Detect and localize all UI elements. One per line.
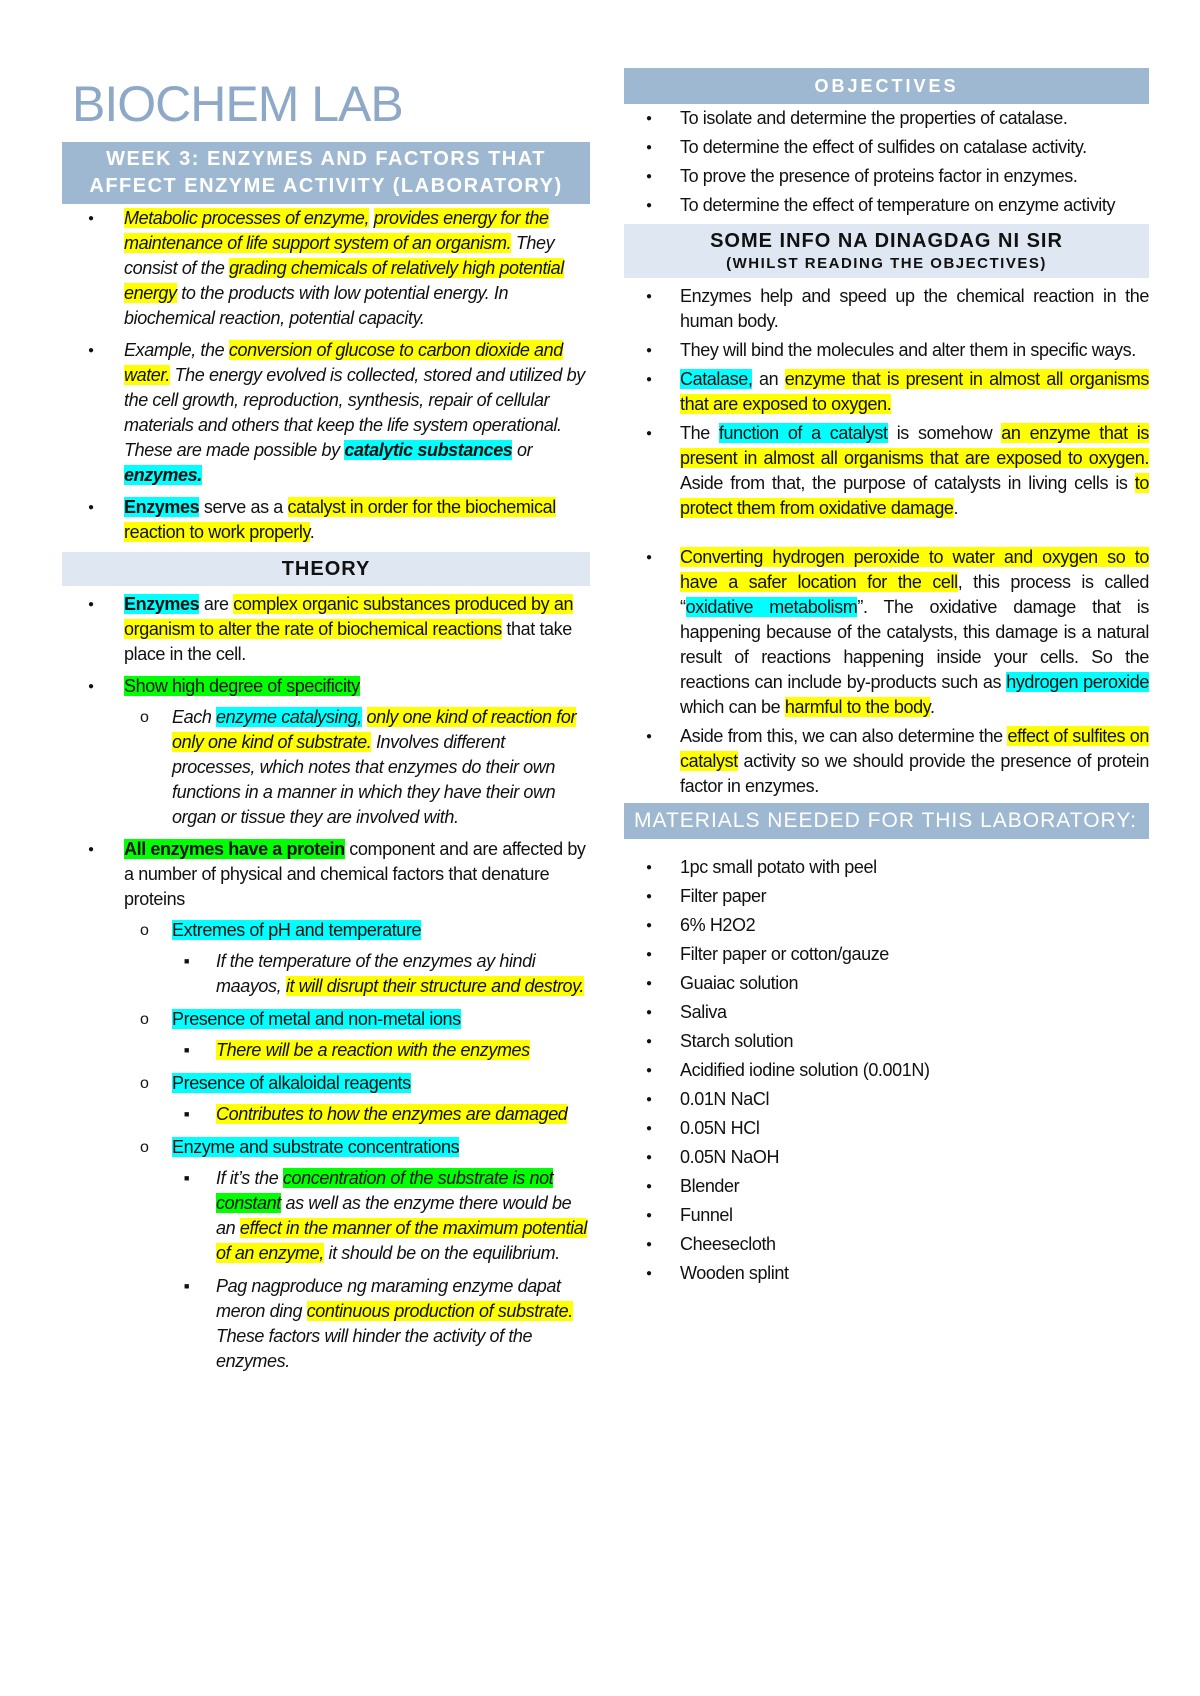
list-item: ● They will bind the molecules and alter them in specific ways. [624, 338, 1149, 363]
materials-list [624, 855, 1149, 1286]
list-item: ● Filter paper or cotton/gauze [624, 942, 1149, 967]
theory-list [62, 592, 590, 1374]
list-item: ● Aside from this, we can also determine the effect of sulfites on catalyst activity so we should provide the presence of protein factor in enzymes. [624, 724, 1149, 799]
list-item: o Each enzyme catalysing, only one kind of reaction for only one kind of substrate. Involves different processes, which notes that enzymes do their own functions in a manner in which they have their own organ or tissue they are involved with. [124, 705, 590, 830]
list-item: ● The function of a catalyst is somehow an enzyme that is present in almost all organisms that are exposed to oxygen. Aside from that, the purpose of catalysts in living cells is to protect them from oxidative damage. [624, 421, 1149, 521]
list-item: ● Acidified iodine solution (0.001N) [624, 1058, 1149, 1083]
list-item: ● Show high degree of specificity o Each enzyme catalysing, only one kind of reaction for only one kind of substrate. Involves different processes, which notes that enzymes do their own functions in a manner in which they have their own organ or tissue they are involved with. [62, 674, 590, 830]
list-item: o Presence of metal and non-metal ions ■ There will be a reaction with the enzymes [124, 1007, 590, 1063]
info-subtitle: (WHILST READING THE OBJECTIVES) [726, 255, 1047, 272]
list-item: ● Enzymes help and speed up the chemical reaction in the human body. [624, 284, 1149, 334]
list-item: ● To isolate and determine the properties of catalase. [624, 106, 1149, 131]
list-item: ● Metabolic processes of enzyme, provides energy for the maintenance of life support system of an organism. They consist of the grading chemicals of relatively high potential energy to the products with low potential energy. In biochemical reaction, potential capacity. [62, 206, 590, 331]
list-item: o Enzyme and substrate concentrations ■ If it’s the concentration of the substrate is not constant as well as the enzyme there would be an effect in the manner of the maximum potential of an enzyme, it should be on the equilibrium. ■ Pag nagproduce ng maraming enzyme dapat meron ding continuous production of substrate. These factors will hinder the activity of the enzymes. [124, 1135, 590, 1374]
list-item: ● Filter paper [624, 884, 1149, 909]
list-item: ● Saliva [624, 1000, 1149, 1025]
info-header [624, 224, 1149, 278]
list-item: o Extremes of pH and temperature ■ If the temperature of the enzymes ay hindi maayos, it will disrupt their structure and destroy. [124, 918, 590, 999]
list-item: ● Wooden splint [624, 1261, 1149, 1286]
intro-list [62, 206, 590, 545]
list-item: ● Enzymes serve as a catalyst in order for the biochemical reaction to work properly. [62, 495, 590, 545]
list-item: ● Cheesecloth [624, 1232, 1149, 1257]
list-item: ● To prove the presence of proteins factor in enzymes. [624, 164, 1149, 189]
materials-header: MATERIALS NEEDED FOR THIS LABORATORY: [624, 803, 1149, 839]
list-item: ■ Contributes to how the enzymes are damaged [172, 1102, 590, 1127]
list-item: ● To determine the effect of temperature on enzyme activity [624, 193, 1149, 218]
list-item: ● 1pc small potato with peel [624, 855, 1149, 880]
list-item: ● 0.01N NaCl [624, 1087, 1149, 1112]
list-item: o Presence of alkaloidal reagents ■ Contributes to how the enzymes are damaged [124, 1071, 590, 1127]
right-column [624, 68, 1149, 1290]
info-list [624, 284, 1149, 799]
week-header: WEEK 3: ENZYMES AND FACTORS THAT AFFECT ENZYME ACTIVITY (LABORATORY) [62, 142, 590, 204]
list-item: ● 0.05N NaOH [624, 1145, 1149, 1170]
objectives-header: OBJECTIVES [624, 68, 1149, 104]
info-title: SOME INFO NA DINAGDAG NI SIR [710, 230, 1063, 252]
document-title: BIOCHEM LAB [72, 76, 403, 132]
list-item: ■ Pag nagproduce ng maraming enzyme dapat meron ding continuous production of substrate. These factors will hinder the activity of the enzymes. [172, 1274, 590, 1374]
objectives-list [624, 106, 1149, 218]
list-item: ■ If the temperature of the enzymes ay hindi maayos, it will disrupt their structure and destroy. [172, 949, 590, 999]
list-item: ● Funnel [624, 1203, 1149, 1228]
theory-header: THEORY [62, 552, 590, 586]
list-item: ● Starch solution [624, 1029, 1149, 1054]
list-item: ■ If it’s the concentration of the substrate is not constant as well as the enzyme there would be an effect in the manner of the maximum potential of an enzyme, it should be on the equilibrium. [172, 1166, 590, 1266]
list-item: ● 6% H2O2 [624, 913, 1149, 938]
left-column [62, 68, 590, 1382]
list-item: ● Converting hydrogen peroxide to water and oxygen so to have a safer location for the cell, this process is called “oxidative metabolism”. The oxidative damage that is happening because of the catalysts, this damage is a natural result of reactions happening inside your cells. So the reactions can include by-products such as hydrogen peroxide which can be harmful to the body. [624, 545, 1149, 720]
list-item: ● Guaiac solution [624, 971, 1149, 996]
list-item: ● Enzymes are complex organic substances produced by an organism to alter the rate of biochemical reactions that take place in the cell. [62, 592, 590, 667]
list-item: ● Blender [624, 1174, 1149, 1199]
list-item: ● Example, the conversion of glucose to carbon dioxide and water. The energy evolved is collected, stored and utilized by the cell growth, reproduction, synthesis, repair of cellular materials and others that keep the life system operational. These are made possible by catalytic substances or enzymes. [62, 338, 590, 488]
list-item: ■ There will be a reaction with the enzymes [172, 1038, 590, 1063]
list-item: ● Catalase, an enzyme that is present in almost all organisms that are exposed to oxygen. [624, 367, 1149, 417]
list-item: ● 0.05N HCl [624, 1116, 1149, 1141]
list-item: ● To determine the effect of sulfides on catalase activity. [624, 135, 1149, 160]
list-item: ● All enzymes have a protein component and are affected by a number of physical and chemical factors that denature proteins o Extremes of pH and temperature ■ If the temperature of the enzymes ay hindi maayos, it will disrupt their structure and destroy. o Presence of metal and non-metal ions ■ There will be a reaction with the enzymes o Presence of alkaloidal reagents ■ Contributes to how the enzymes are damaged o Enzyme and substrate concentrations ■ If it’s the concentration of the substrate is not constant as well as the enzyme there would be an effect in the manner of the maximum potential of an enzyme, it should be on the equilibrium. ■ Pag nagproduce ng maraming enzyme dapat meron ding continuous production of substrate. These factors will hinder the activity of the enzymes. [62, 837, 590, 1374]
